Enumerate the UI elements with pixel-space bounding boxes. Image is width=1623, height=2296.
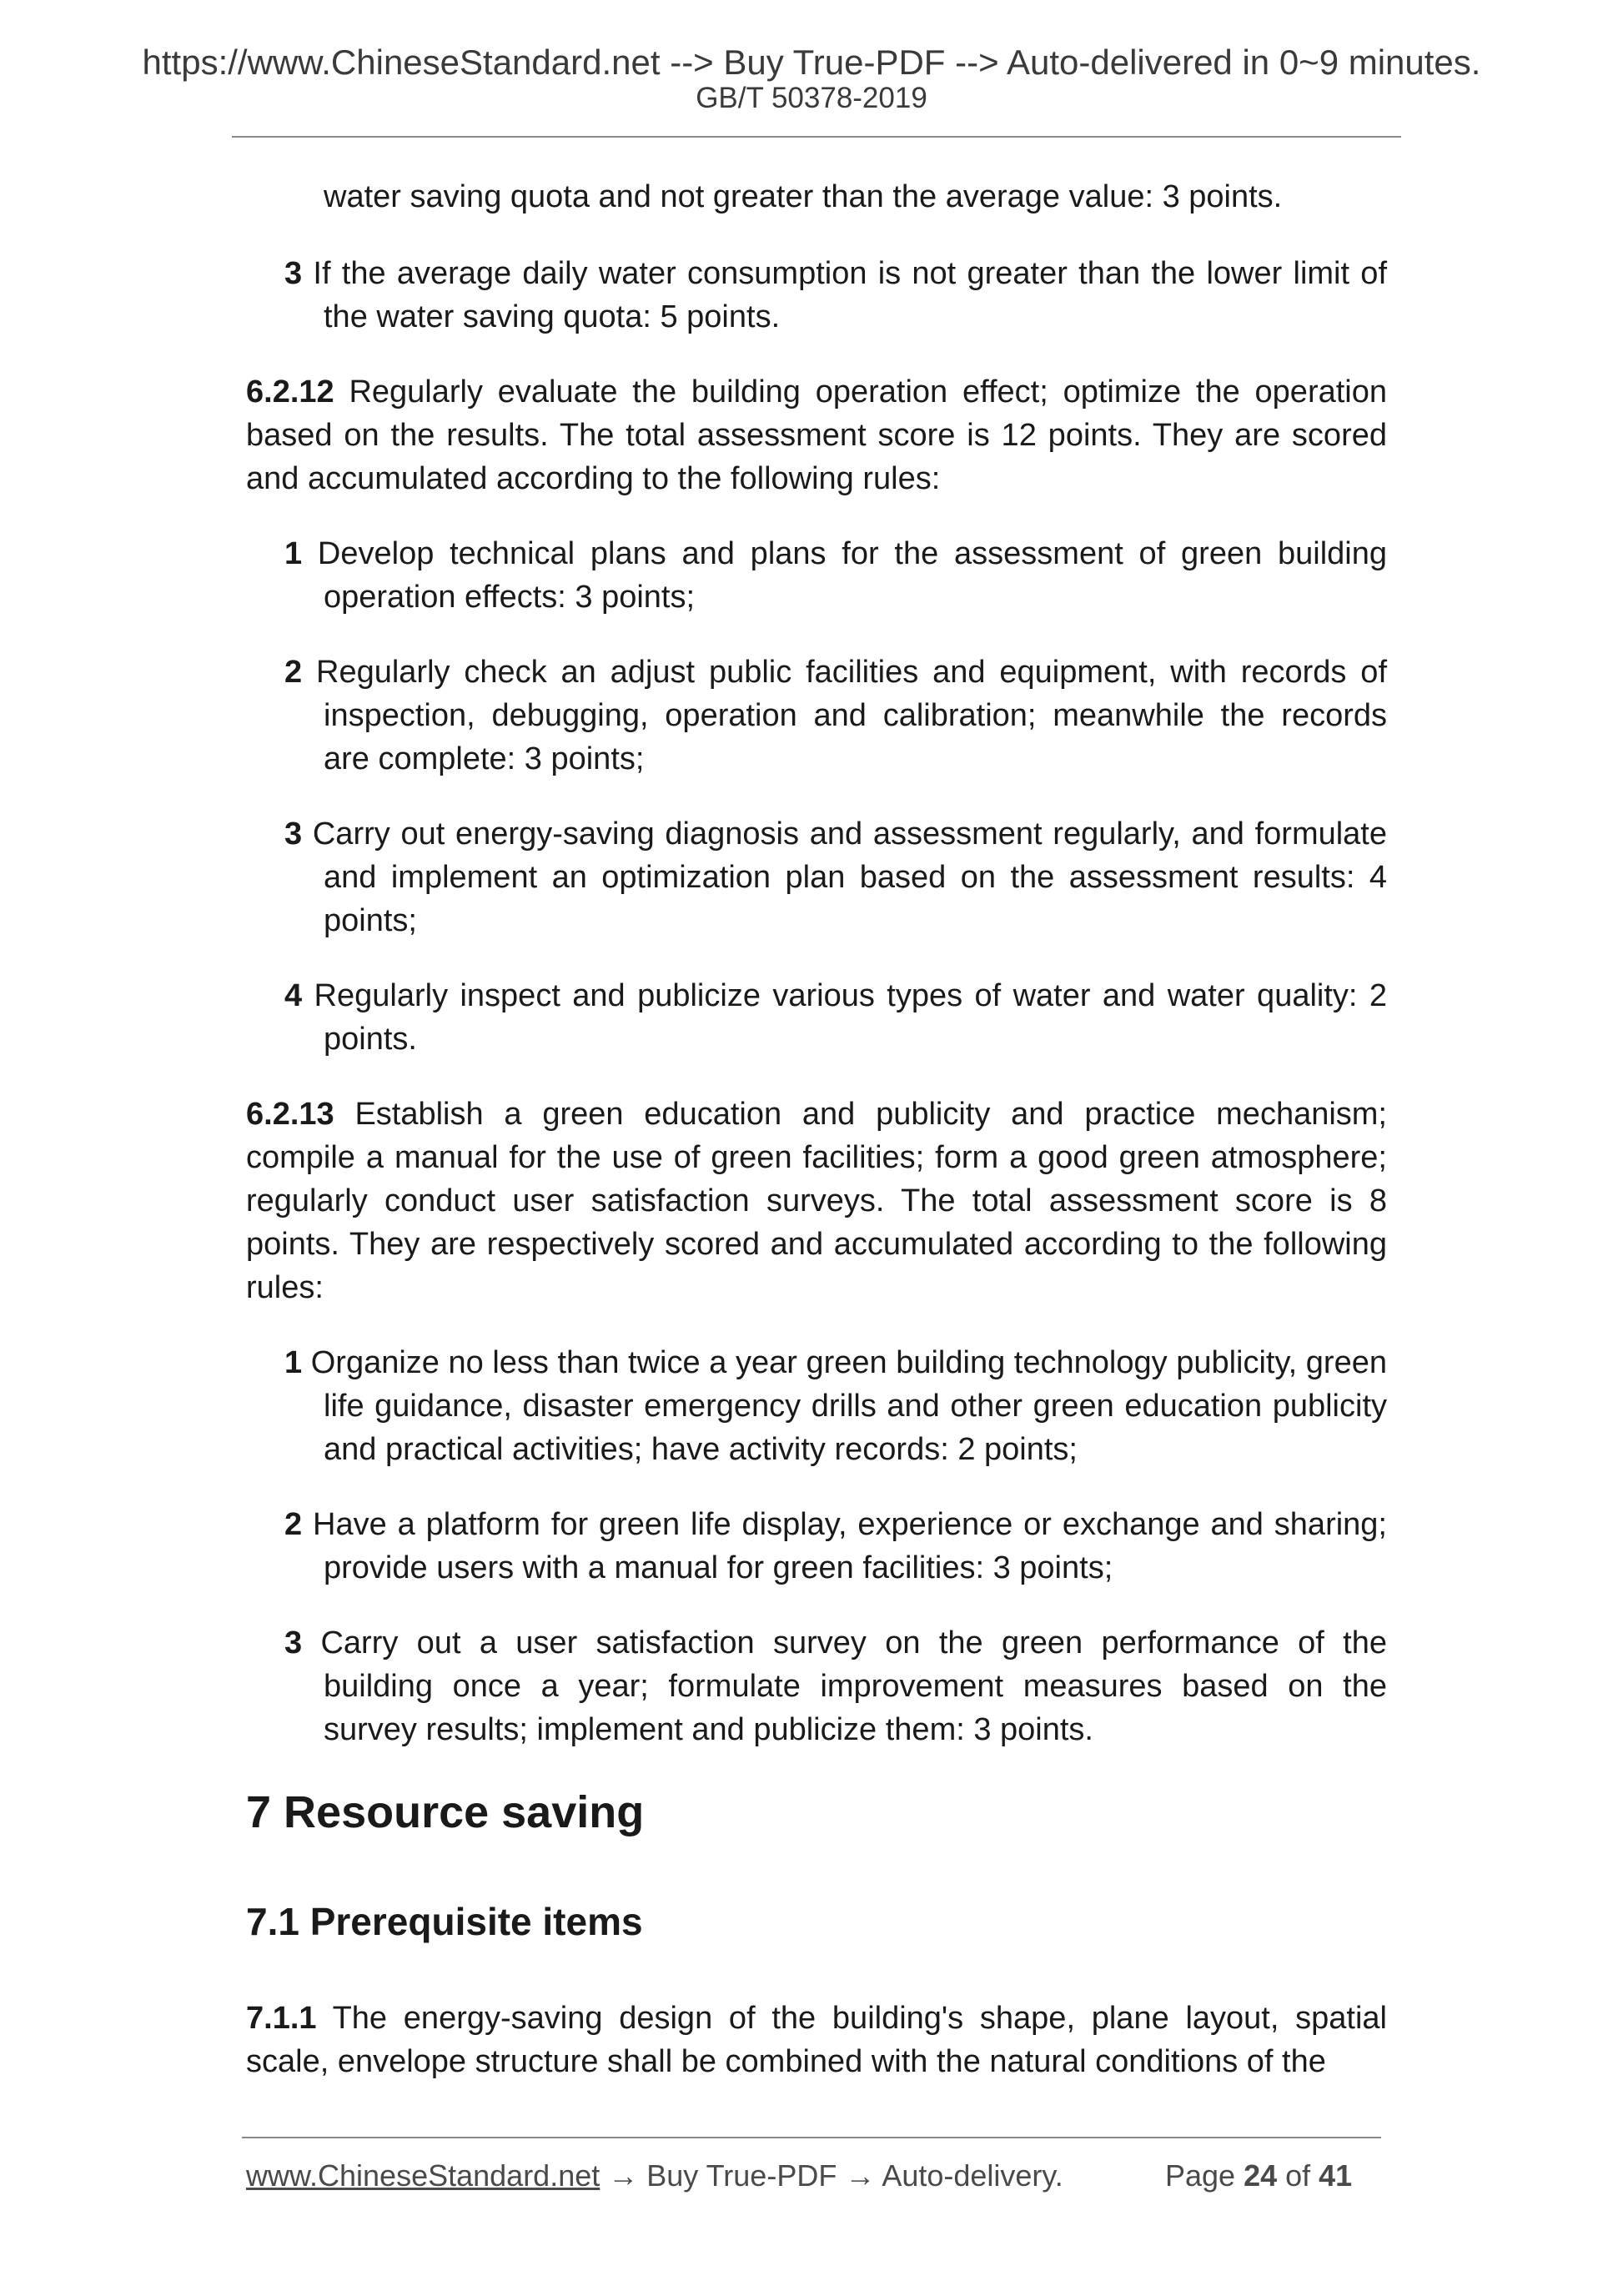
clause-text: The energy-saving design of the building's shape, plane layout, spatial scale, envelope structure shall be combined with the natural conditions of the [246,2001,1387,2079]
clause-text: Establish a green education and publicity and practice mechanism; compile a manual for the use of green facilities; form a good green atmosphere; regularly conduct user satisfaction surveys. The total assessment score is 8 points. They are respectively scored and accumulated according to the following rules: [246,1097,1387,1305]
footer-divider [242,2137,1381,2138]
item-text: If the average daily water consumption is not greater than the lower limit of the water saving quota: 5 points. [302,256,1387,334]
list-item [246,974,1387,1061]
footer-tagline: → Buy True-PDF → Auto-delivery. [600,2158,1063,2193]
page-indicator [1165,2158,1352,2193]
list-item [246,1503,1387,1590]
item-text: Regularly check an adjust public facilities and equipment, with records of inspection, debugging, operation and calibration; meanwhile the records are complete: 3 points; [302,655,1387,776]
clause-number: 7.1.1 [246,2001,317,2036]
page-total: 41 [1319,2158,1353,2193]
item-number: 3 [284,1625,303,1660]
page-number: 24 [1244,2158,1278,2193]
header-divider [232,136,1401,138]
clause-text: Regularly evaluate the building operation effect; optimize the operation based on the results. The total assessment score is 12 points. They are scored and accumulated according to the following rules: [246,374,1387,496]
clause-6-2-12 [246,370,1387,500]
clause-6-2-13 [246,1093,1387,1309]
chapter-heading: 7 Resource saving [246,1787,645,1837]
item-text: Organize no less than twice a year green building technology publicity, green life guidance, disaster emergency drills and other green education publicity and practical activities; have activity records: 2 points; [302,1345,1387,1467]
item-number: 3 [284,816,303,852]
item-text: Have a platform for green life display, experience or exchange and sharing; provide users with a manual for green facilities: 3 points; [302,1507,1387,1585]
item-text: Carry out a user satisfaction survey on the green performance of the building once a year; formulate improvement measures based on the survey results; implement and publicize them: 3 points. [302,1625,1387,1747]
list-item [246,651,1387,781]
of-word: of [1277,2158,1319,2193]
item-number: 1 [284,1345,303,1380]
continued-line: water saving quota and not greater than the average value: 3 points. [324,179,1283,214]
item-number: 1 [284,536,303,571]
list-item [246,532,1387,619]
section-heading: 7.1 Prerequisite items [246,1900,643,1943]
top-banner[interactable]: https://www.ChineseStandard.net --> Buy True-PDF --> Auto-delivered in 0~9 minutes. [142,43,1481,82]
item-number: 2 [284,1507,303,1542]
item-text: Develop technical plans and plans for the assessment of green building operation effects: 3 points; [302,536,1387,615]
page-word: Page [1165,2158,1244,2193]
footer-site-link[interactable]: www.ChineseStandard.net [246,2158,600,2193]
list-item [246,1621,1387,1751]
list-item [246,1341,1387,1471]
clause-7-1-1 [246,1997,1387,2083]
item-text: Carry out energy-saving diagnosis and assessment regularly, and formulate and implement an optimization plan based on the assessment results: 4 points; [302,816,1387,938]
list-item [246,252,1387,339]
clause-number: 6.2.13 [246,1097,334,1132]
item-text: Regularly inspect and publicize various types of water and water quality: 2 points. [302,978,1387,1057]
footer-left [246,2158,1063,2193]
list-item [246,812,1387,942]
item-number: 2 [284,655,303,690]
standard-code: GB/T 50378-2019 [696,82,927,114]
clause-number: 6.2.12 [246,374,334,409]
item-number: 3 [284,256,303,291]
item-number: 4 [284,978,303,1013]
document-body [246,175,1387,2115]
